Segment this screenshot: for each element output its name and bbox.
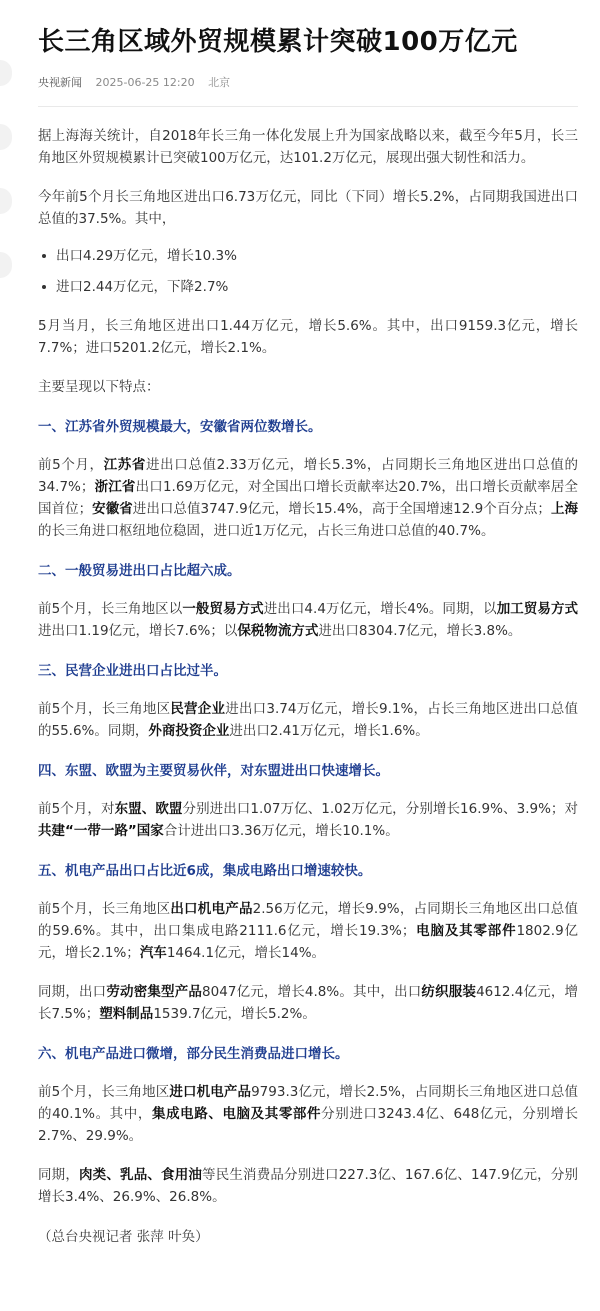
section-6-paragraph-2	[38, 1164, 578, 1208]
text: 进出口1.19亿元，增长7.6%；以	[38, 623, 238, 639]
list-item: 进口2.44万亿元，下降2.7%	[38, 276, 578, 298]
bold-text: 东盟、欧盟	[114, 801, 183, 817]
section-2-paragraph	[38, 598, 578, 642]
section-5-paragraph-2	[38, 981, 578, 1025]
text: 合计进出口3.36万亿元，增长10.1%。	[163, 823, 399, 839]
bold-text: 共建“一带一路”国家	[38, 823, 164, 839]
text: 进出口4.4万亿元，增长4%。同期，以	[263, 601, 497, 617]
text: 前5个月，对	[38, 801, 115, 817]
text: 同期，出口	[38, 984, 107, 1000]
text: 4612.4亿元，增长7.5%；	[38, 984, 579, 1022]
five-months-paragraph: 今年前5个月长三角地区进出口6.73万亿元，同比（下同）增长5.2%，占同期我国进出口总值的37.5%。其中，	[38, 189, 578, 227]
reporter-credit: （总台央视记者 张萍 叶奂）	[38, 1229, 209, 1245]
section-2-heading: 二、一般贸易进出口占比超六成。	[38, 563, 241, 579]
divider	[38, 106, 578, 107]
text: 进出口8304.7亿元，增长3.8%。	[318, 623, 522, 639]
text: 进出口3.74万亿元，增长9.1%，占长三角地区进出口总值的55.6%。同期，	[38, 701, 579, 739]
text: 分别进口3243.4亿、648亿元，分别增长2.7%、29.9%。	[38, 1106, 578, 1144]
article	[38, 0, 578, 1248]
section-4-paragraph	[38, 798, 578, 842]
share-dot[interactable]	[0, 60, 12, 86]
bold-text: 出口机电产品	[170, 901, 253, 917]
section-6-paragraph	[38, 1081, 578, 1147]
bold-text: 进口机电产品	[169, 1084, 252, 1100]
section-1-paragraph	[38, 454, 578, 542]
bold-text: 肉类、乳品、食用油	[79, 1167, 203, 1183]
bold-text: 安徽省	[92, 501, 133, 517]
bold-text: 电脑及其零部件	[415, 923, 517, 939]
share-dot[interactable]	[0, 124, 12, 150]
text: 前5个月，	[38, 457, 104, 473]
text: 1464.1亿元，增长14%。	[166, 945, 326, 961]
side-share-bar	[0, 60, 14, 316]
text: 分别进出口1.07万亿、1.02万亿元，分别增长16.9%、3.9%；对	[182, 801, 578, 817]
share-dot[interactable]	[0, 188, 12, 214]
summary-list	[38, 245, 578, 298]
text: 出口1.69万亿元，对全国出口增长贡献率达20.7%，出口增长贡献率居全国首位；	[38, 479, 579, 517]
bold-text: 浙江省	[94, 479, 136, 495]
bold-text: 汽车	[139, 945, 167, 961]
text: 2.56万亿元，增长9.9%，占同期长三角地区出口总值的59.6%。其中，出口集成电路2111.6亿元，增长19.3%；	[38, 901, 578, 939]
bold-text: 塑料制品	[99, 1006, 154, 1022]
section-3-paragraph	[38, 698, 578, 742]
text: 1802.9亿元，增长2.1%；	[38, 923, 578, 961]
text: 1539.7亿元，增长5.2%。	[153, 1006, 316, 1022]
section-4-heading: 四、东盟、欧盟为主要贸易伙伴，对东盟进出口快速增长。	[38, 763, 389, 779]
text: 进出口总值3747.9亿元，增长15.4%，高于全国增速12.9个百分点；	[132, 501, 551, 517]
bold-text: 外商投资企业	[148, 723, 230, 739]
article-location: 北京	[208, 76, 231, 89]
bold-text: 上海	[550, 501, 579, 517]
bold-text: 一般贸易方式	[182, 601, 264, 617]
section-1-heading: 一、江苏省外贸规模最大，安徽省两位数增长。	[38, 419, 322, 435]
bold-text: 保税物流方式	[237, 623, 319, 639]
text: 等民生消费品分别进口227.3亿、167.6亿、147.9亿元，分别增长3.4%、26.9%、26.8%。	[38, 1167, 579, 1205]
text: 8047亿元，增长4.8%。其中，出口	[202, 984, 422, 1000]
share-dot[interactable]	[0, 252, 12, 278]
text: 的长三角进口枢纽地位稳固，进口近1万亿元，占长三角进口总值的40.7%。	[38, 523, 495, 539]
article-datetime: 2025-06-25 12:20	[95, 76, 195, 89]
bold-text: 加工贸易方式	[496, 601, 579, 617]
text: 进出口总值2.33万亿元，增长5.3%，占同期长三角地区进出口总值的34.7%；	[38, 457, 579, 495]
text: 同期，	[38, 1167, 80, 1183]
text: 进出口2.41万亿元，增长1.6%。	[229, 723, 429, 739]
may-paragraph: 5月当月，长三角地区进出口1.44万亿元，增长5.6%。其中，出口9159.3亿元，增长7.7%；进口5201.2亿元，增长2.1%。	[38, 318, 578, 356]
text: 9793.3亿元，增长2.5%，占同期长三角地区进口总值的40.1%。其中，	[38, 1084, 578, 1122]
bold-text: 民营企业	[170, 701, 226, 717]
bold-text: 劳动密集型产品	[106, 984, 203, 1000]
features-intro: 主要呈现以下特点：	[38, 379, 160, 395]
article-meta	[38, 74, 578, 90]
article-source[interactable]: 央视新闻	[38, 76, 82, 89]
intro-paragraph: 据上海海关统计，自2018年长三角一体化发展上升为国家战略以来，截至今年5月，长三角地区外贸规模累计已突破100万亿元，达101.2万亿元，展现出强大韧性和活力。	[38, 128, 578, 166]
section-6-heading: 六、机电产品进口微增，部分民生消费品进口增长。	[38, 1046, 349, 1062]
bold-text: 纺织服装	[421, 984, 477, 1000]
bold-text: 江苏省	[103, 457, 147, 473]
article-title: 长三角区域外贸规模累计突破100万亿元	[38, 27, 518, 57]
text: 前5个月，长三角地区以	[38, 601, 183, 617]
section-5-paragraph	[38, 898, 578, 964]
bold-text: 集成电路、电脑及其零部件	[151, 1106, 322, 1122]
text: 前5个月，长三角地区	[38, 1084, 170, 1100]
section-5-heading: 五、机电产品出口占比近6成，集成电路出口增速较快。	[38, 863, 372, 879]
list-item: 出口4.29万亿元，增长10.3%	[38, 245, 578, 267]
section-3-heading: 三、民营企业进出口占比过半。	[38, 663, 227, 679]
text: 前5个月，长三角地区	[38, 901, 171, 917]
text: 前5个月，长三角地区	[38, 701, 171, 717]
